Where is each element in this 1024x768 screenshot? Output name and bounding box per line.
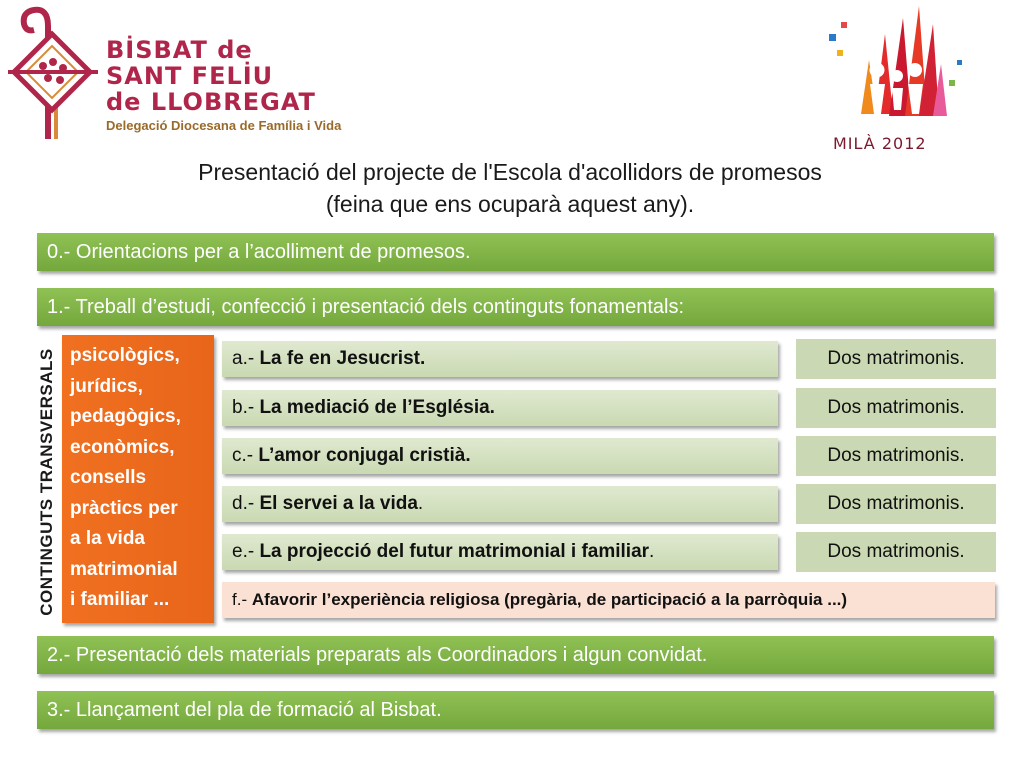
transversal-line: psicològics, — [70, 345, 180, 366]
topic-e-note: Dos matrimonis. — [796, 532, 996, 572]
topic-b-note: Dos matrimonis. — [796, 388, 996, 428]
topic-e — [222, 534, 778, 570]
vertical-label-text: CONTINGUTS TRANSVERSALS — [37, 348, 56, 616]
transversal-line: a la vida — [70, 528, 145, 549]
transversal-content-box — [62, 335, 214, 623]
event-caption: MILÀ 2012 — [833, 134, 927, 153]
topic-a — [222, 341, 778, 377]
topic-f — [222, 582, 995, 618]
topic-text: La mediació de l’Església — [259, 397, 490, 418]
agenda-item-2: 2.- Presentació dels materials preparats als Coordinadors i algun convidat. — [37, 636, 994, 674]
topic-prefix: a.- — [232, 348, 260, 369]
transversal-line: econòmics, — [70, 436, 175, 458]
topic-a-note: Dos matrimonis. — [796, 339, 996, 379]
title-line2: (feina que ens ocuparà aquest any). — [325, 191, 695, 217]
topic-suffix: . — [419, 348, 426, 369]
slide-title — [120, 156, 900, 220]
agenda-item-1: 1.- Treball d’estudi, confecció i presentació dels continguts fonamentals: — [37, 288, 994, 326]
topic-prefix: b.- — [232, 397, 260, 418]
org-name-line3: de LLOBREGAT — [106, 88, 316, 116]
agenda-item-3: 3.- Llançament del pla de formació al Bisbat. — [37, 691, 994, 729]
topic-text: La fe en Jesucrist — [259, 348, 420, 369]
org-name-line2: SANT FELİU — [106, 62, 274, 90]
topic-text: El servei a la vida — [259, 493, 418, 514]
vertical-label — [33, 338, 61, 626]
diocese-logo — [8, 4, 368, 144]
topic-text: L’amor conjugal cristià — [258, 445, 466, 466]
agenda-item-0: 0.- Orientacions per a l’acolliment de promesos. — [37, 233, 994, 271]
event-logo — [815, 4, 975, 156]
diocese-emblem-icon — [8, 4, 103, 144]
family-figures-icon — [815, 4, 975, 132]
org-subtitle: Delegació Diocesana de Família i Vida — [106, 118, 342, 133]
topic-suffix: . — [489, 397, 495, 418]
topic-text: La projecció del futur matrimonial i familiar — [259, 541, 650, 562]
topic-suffix: . — [649, 541, 655, 562]
transversal-line: jurídics, — [70, 375, 143, 397]
title-line1: Presentació del projecte de l'Escola d'acollidors de promesos — [198, 159, 822, 185]
org-name-line1: BİSBAT de — [106, 36, 253, 64]
topic-d — [222, 486, 778, 522]
topic-text: Afavorir l’experiència religiosa (pregària, de participació a la parròquia ...) — [251, 590, 848, 609]
topic-prefix: d.- — [232, 493, 260, 514]
topic-prefix: f.- — [232, 590, 252, 609]
topic-prefix: e.- — [232, 541, 260, 562]
topic-prefix: c.- — [232, 445, 259, 466]
topic-suffix: . — [417, 493, 424, 514]
topic-d-note: Dos matrimonis. — [796, 484, 996, 524]
topic-b — [222, 390, 778, 426]
topic-c-note: Dos matrimonis. — [796, 436, 996, 476]
transversal-line: i familiar ... — [70, 589, 170, 610]
topic-c — [222, 438, 778, 474]
transversal-line: pràctics per — [70, 497, 178, 519]
transversal-line: consells — [70, 467, 147, 488]
topic-suffix: . — [465, 445, 471, 466]
transversal-line: matrimonial — [70, 558, 178, 580]
transversal-line: pedagògics, — [70, 406, 181, 427]
